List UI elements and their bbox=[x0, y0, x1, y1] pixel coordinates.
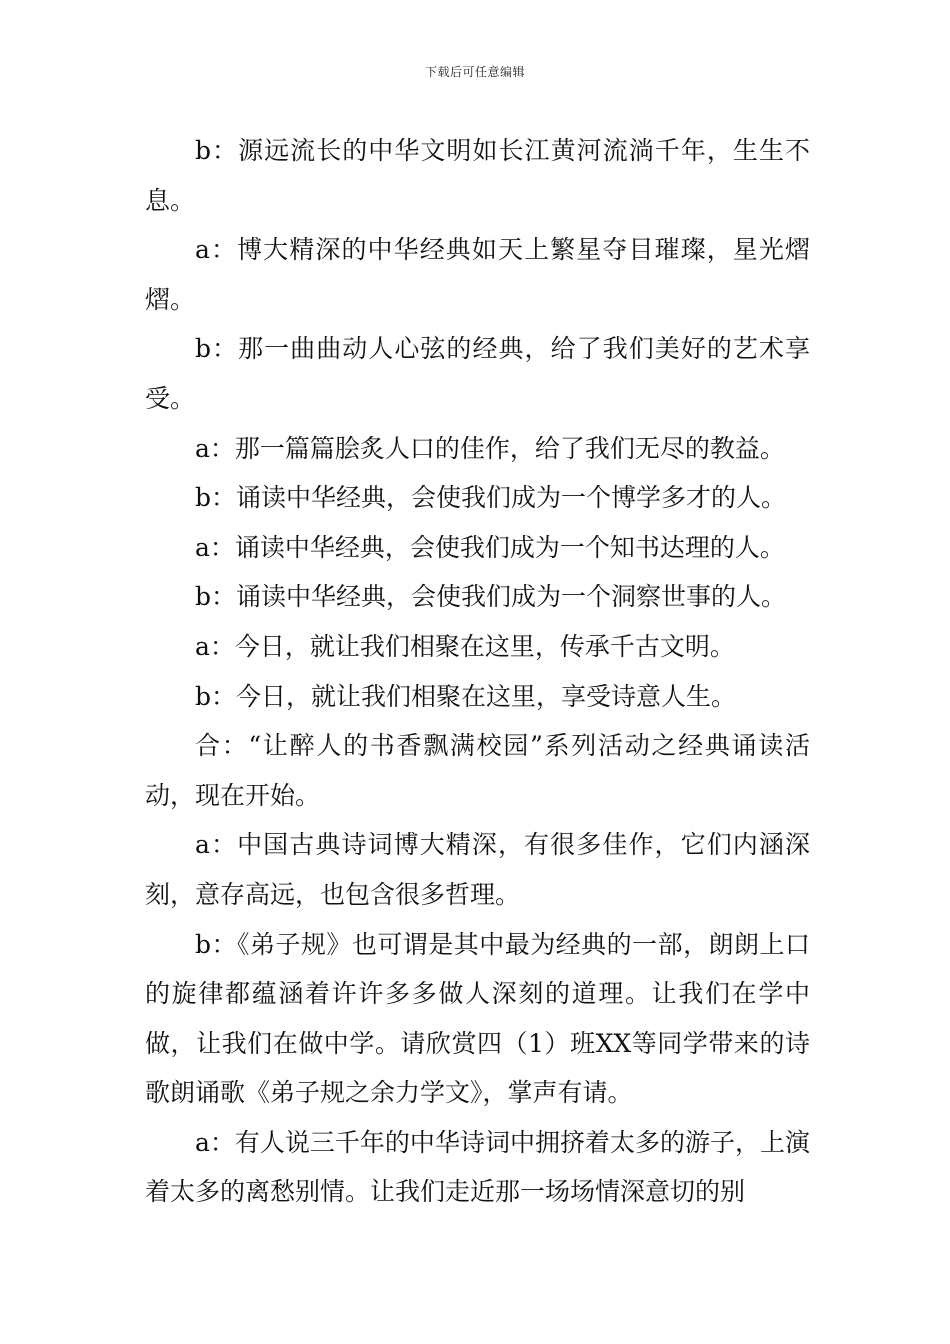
paragraph: b：诵读中华经典，会使我们成为一个博学多才的人。 bbox=[195, 483, 787, 513]
paragraph: a：中国古典诗词博大精深，有很多佳作，它们内涵深刻，意存高远，也包含很多哲理。 bbox=[145, 830, 810, 909]
paragraph: b：今日，就让我们相聚在这里，享受诗意人生。 bbox=[195, 681, 737, 711]
paragraph: a：今日，就让我们相聚在这里，传承千古文明。 bbox=[195, 631, 735, 661]
document-body bbox=[145, 126, 810, 1217]
paragraph: b：《弟子规》也可谓是其中最为经典的一部，朗朗上口的旋律都蕴涵着许许多多做人深刻的道理。让我们在学中做，让我们在做中学。请欣赏四（1）班XX等同学带来的诗歌朗诵歌《弟子规之余力学文》，掌声有请。 bbox=[145, 929, 810, 1108]
paragraph: a：那一篇篇脍炙人口的佳作，给了我们无尽的教益。 bbox=[195, 433, 785, 463]
paragraph: a：博大精深的中华经典如天上繁星夺目璀璨，星光熠熠。 bbox=[145, 235, 810, 314]
paragraph: 合：“让醉人的书香飘满校园”系列活动之经典诵读活动，现在开始。 bbox=[145, 731, 810, 810]
paragraph: a：有人说三千年的中华诗词中拥挤着太多的游子，上演着太多的离愁别情。让我们走近那一场场情深意切的别 bbox=[145, 1127, 810, 1207]
paragraph: b：诵读中华经典，会使我们成为一个洞察世事的人。 bbox=[195, 582, 787, 612]
paragraph: b：那一曲曲动人心弦的经典，给了我们美好的艺术享受。 bbox=[145, 334, 810, 413]
paragraph: b：源远流长的中华文明如长江黄河流淌千年，生生不息。 bbox=[145, 136, 810, 215]
page-header: 下载后可任意编辑 bbox=[424, 65, 525, 79]
paragraph: a：诵读中华经典，会使我们成为一个知书达理的人。 bbox=[195, 532, 785, 562]
